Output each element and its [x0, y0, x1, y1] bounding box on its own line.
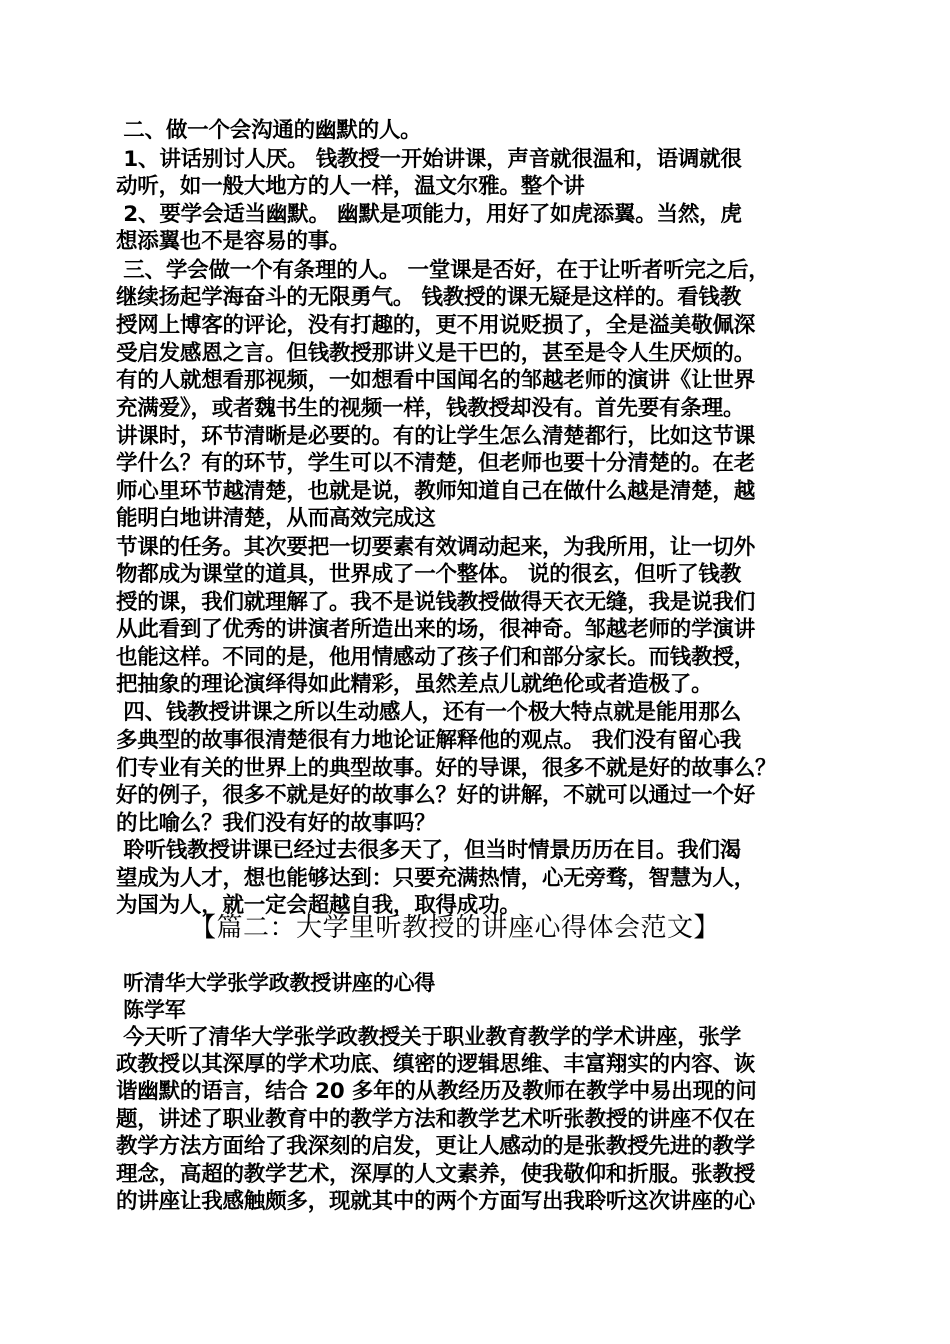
paragraph-line: 也能这样。不同的是，他用情感动了孩子们和部分家长。而钱教授， — [116, 645, 756, 670]
paragraph-line: 为国为人，就一定会超越自我，取得成功。 — [116, 893, 521, 918]
paragraph-line: 继续扬起学海奋斗的无限勇气。 钱教授的课无疑是这样的。看钱教 — [116, 285, 741, 310]
paragraph-line: 多典型的故事很清楚很有力地论证解释他的观点。 我们没有留心我 — [116, 728, 741, 753]
paragraph-line: 题，讲述了职业教育中的教学方法和教学艺术听张教授的讲座不仅在 — [116, 1107, 756, 1132]
paragraph-line: 物都成为课堂的道具，世界成了一个整体。 说的很玄，但听了钱教 — [116, 562, 741, 587]
section-two-title: 【篇二：大学里听教授的讲座心得体会范文】 — [190, 913, 721, 943]
paragraph-line: 谐幽默的语言，结合 20 多年的从教经历及教师在教学中易出现的问 — [116, 1079, 757, 1104]
paragraph-line: 理念，高超的教学艺术，深厚的人文素养，使我敬仰和折服。张教授 — [116, 1162, 756, 1187]
section-heading: 二、做一个会沟通的幽默的人。 — [116, 118, 422, 143]
paragraph-line: 学什么？有的环节，学生可以不清楚，但老师也要十分清楚的。在老 — [116, 451, 756, 476]
article-author: 陈学军 — [116, 998, 186, 1022]
paragraph-line: 把抽象的理论演绎得如此精彩，虽然差点儿就绝伦或者造极了。 — [116, 672, 713, 697]
paragraph-line: 师心里环节越清楚，也就是说，教师知道自己在做什么越是清楚，越 — [116, 479, 756, 504]
paragraph-line: 想添翼也不是容易的事。 — [116, 229, 351, 254]
paragraph-line: 教学方法方面给了我深刻的启发，更让人感动的是张教授先进的教学 — [116, 1134, 756, 1159]
paragraph-line: 有的人就想看那视频，一如想看中国闻名的邹越老师的演讲《让世界 — [116, 368, 756, 393]
paragraph-line: 节课的任务。其次要把一切要素有效调动起来，为我所用，让一切外 — [116, 535, 756, 560]
paragraph-line: 们专业有关的世界上的典型故事。好的导课，很多不就是好的故事么？ — [116, 756, 777, 781]
paragraph-line: 授网上博客的评论，没有打趣的，更不用说贬损了，全是溢美敬佩深 — [116, 313, 756, 338]
paragraph-line: 2、要学会适当幽默。 幽默是项能力，用好了如虎添翼。当然，虎 — [116, 202, 742, 227]
paragraph-line: 能明白地讲清楚，从而高效完成这 — [116, 506, 436, 531]
paragraph-line: 1、讲话别讨人厌。 钱教授一开始讲课，声音就很温和，语调就很 — [116, 147, 742, 172]
article-title: 听清华大学张学政教授讲座的心得 — [116, 971, 436, 995]
paragraph-line: 聆听钱教授讲课已经过去很多天了，但当时情景历历在目。我们渴 — [116, 838, 741, 863]
paragraph-line: 望成为人才，想也能够达到：只要充满热情，心无旁骛，智慧为人， — [116, 866, 756, 891]
paragraph-line: 充满爱》，或者魏书生的视频一样，钱教授却没有。首先要有条理。 — [116, 396, 745, 421]
paragraph-line: 今天听了清华大学张学政教授关于职业教育教学的学术讲座，张学 — [116, 1025, 741, 1050]
paragraph-line: 三、学会做一个有条理的人。 一堂课是否好，在于让听者听完之后， — [116, 258, 770, 283]
paragraph-line: 动听，如一般大地方的人一样，温文尔雅。整个讲 — [116, 174, 585, 199]
paragraph-line: 从此看到了优秀的讲演者所造出来的场，很神奇。邹越老师的学演讲 — [116, 617, 756, 642]
paragraph-line: 的比喻么？我们没有好的故事吗？ — [116, 811, 436, 836]
paragraph-line: 受启发感恩之言。但钱教授那讲义是干巴的，甚至是令人生厌烦的。 — [116, 341, 756, 366]
paragraph-line: 讲课时，环节清晰是必要的。有的让学生怎么清楚都行，比如这节课 — [116, 424, 756, 449]
paragraph-line: 的讲座让我感触颇多，现就其中的两个方面写出我聆听这次讲座的心 — [116, 1189, 756, 1214]
paragraph-line: 好的例子，很多不就是好的故事么？好的讲解，不就可以通过一个好 — [116, 783, 756, 808]
paragraph-line: 四、钱教授讲课之所以生动感人，还有一个极大特点就是能用那么 — [116, 700, 741, 725]
paragraph-line: 政教授以其深厚的学术功底、缜密的逻辑思维、丰富翔实的内容、诙 — [116, 1052, 756, 1077]
paragraph-line: 授的课，我们就理解了。我不是说钱教授做得天衣无缝，我是说我们 — [116, 590, 756, 615]
